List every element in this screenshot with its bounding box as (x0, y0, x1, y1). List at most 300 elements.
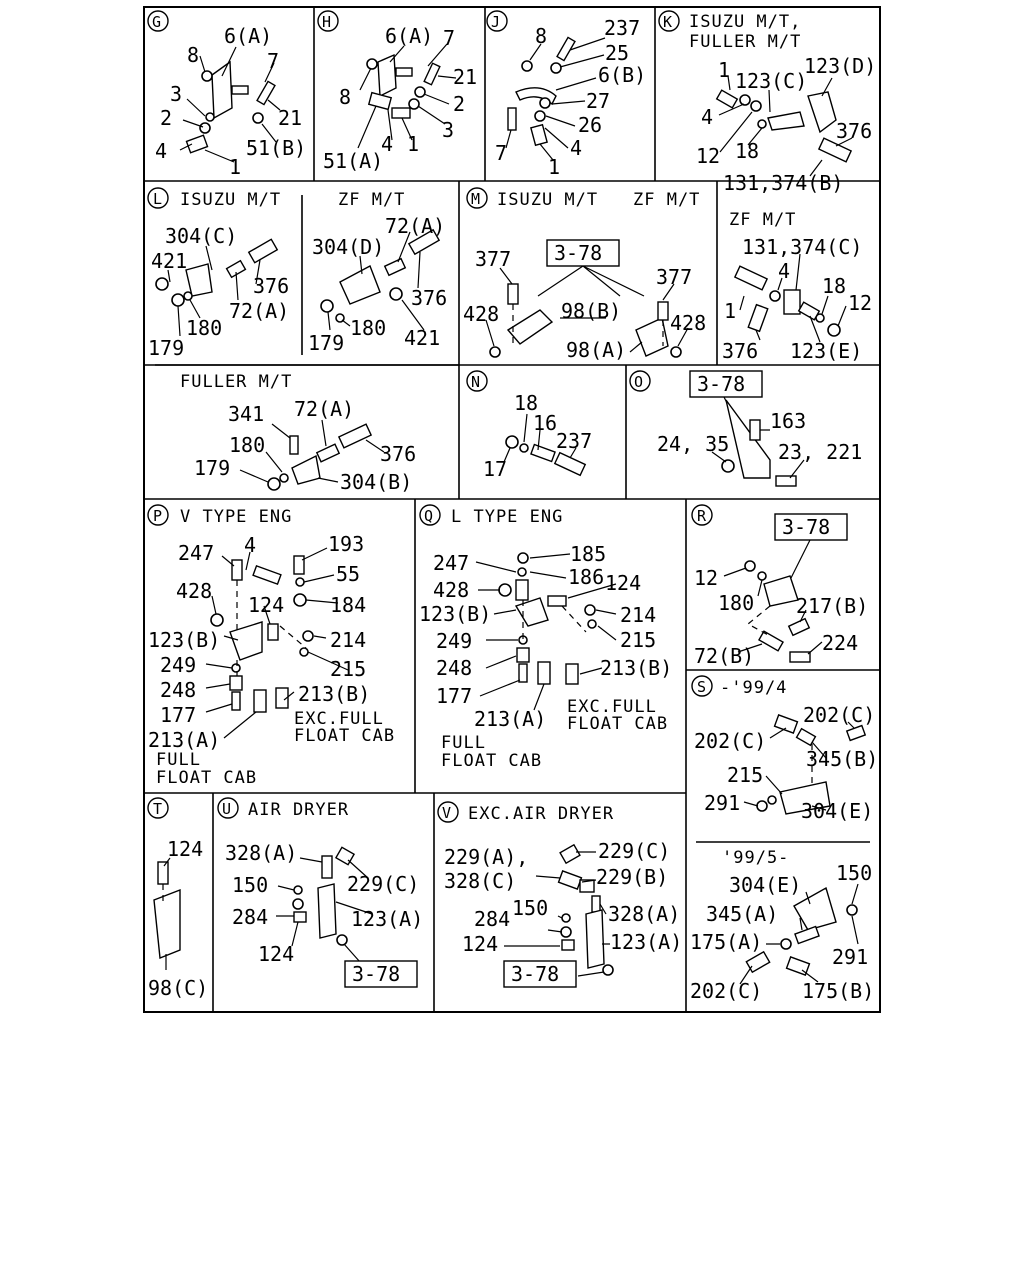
nut (522, 61, 532, 71)
bolt (508, 108, 516, 130)
callout-label: 1 (718, 58, 731, 82)
note: FLOAT CAB (156, 768, 258, 788)
panel-r-letter: R (697, 507, 707, 525)
fitting (424, 63, 440, 85)
callout-label: 421 (151, 249, 188, 273)
fitting (799, 302, 820, 320)
panel-v-letter: V (442, 804, 452, 822)
callout-label: 180 (350, 316, 387, 340)
nut (551, 63, 561, 73)
callout-label: 8 (187, 43, 200, 67)
callout-label: 18 (822, 274, 847, 298)
panel-n (467, 371, 592, 481)
note: FULL (156, 750, 201, 770)
valve (254, 690, 266, 712)
callout-label: 229(B) (596, 865, 669, 889)
connector (735, 266, 767, 290)
washer (768, 796, 776, 804)
callout-label: 179 (194, 456, 231, 480)
nut (390, 288, 402, 300)
callout-label: 237 (604, 16, 641, 40)
callout-label: 213(A) (474, 707, 547, 731)
callout-label: 7 (495, 141, 508, 165)
bracket (508, 310, 552, 344)
callout-label: 249 (160, 653, 197, 677)
panel-g (148, 11, 306, 179)
callout-label: 4 (778, 259, 791, 283)
panel-h-letter: H (322, 13, 332, 31)
bolt (776, 476, 796, 486)
fitting (759, 631, 783, 651)
callout-label: 224 (822, 631, 859, 655)
nut (303, 631, 313, 641)
panel-title: V TYPE ENG (180, 507, 293, 527)
callout-label: 123(E) (790, 339, 863, 363)
callout-label: 304(E) (729, 873, 802, 897)
bolt (562, 940, 574, 950)
callout-label: 229(A), (444, 845, 529, 869)
bracket (318, 884, 336, 938)
nut (722, 460, 734, 472)
nut (499, 584, 511, 596)
callout-label: 2 (453, 92, 466, 116)
fitting (789, 619, 810, 636)
valve (538, 662, 550, 684)
callout-label: 123(B) (419, 602, 492, 626)
nut (781, 939, 791, 949)
bolt (748, 305, 767, 332)
fitting (257, 81, 275, 104)
washer (520, 444, 528, 452)
nut (200, 123, 210, 133)
callout-label: 98(C) (148, 976, 209, 1000)
nut (268, 478, 280, 490)
callout-label: 328(C) (444, 869, 517, 893)
callout-label: 123(A) (351, 907, 424, 931)
panel-title: ISUZU M/T (180, 190, 282, 210)
callout-label: 24, 35 (657, 432, 730, 456)
fitting (385, 259, 406, 276)
nut (202, 71, 212, 81)
callout-label: 179 (308, 331, 345, 355)
fitting (592, 896, 600, 912)
nut (751, 101, 761, 111)
connector (790, 652, 810, 662)
callout-label: 304(B) (340, 470, 413, 494)
bolt (294, 556, 304, 574)
callout-label: 150 (836, 861, 873, 885)
callout-label: 124 (605, 571, 642, 595)
callout-label: 428 (176, 579, 213, 603)
callout-label: 304(E) (801, 799, 874, 823)
nut (847, 905, 857, 915)
callout-label: 177 (436, 684, 473, 708)
bolt (658, 302, 668, 320)
panel-u (218, 798, 423, 987)
callout-label: 229(C) (598, 839, 671, 863)
callout-label: 1 (548, 155, 561, 179)
washer (588, 620, 596, 628)
panel-k (659, 11, 876, 195)
callout-label: 213(B) (298, 682, 371, 706)
callout-label: 175(A) (690, 930, 763, 954)
callout-label: 21 (278, 106, 303, 130)
callout-label: 123(A) (610, 930, 683, 954)
panel-t-letter: T (153, 800, 163, 818)
ref-label: 3-78 (697, 372, 746, 396)
callout-label: 6(A) (224, 24, 273, 48)
callout-label: 72(A) (229, 299, 290, 323)
callout-label: 72(A) (294, 397, 355, 421)
washer (280, 474, 288, 482)
panel-v (438, 802, 682, 987)
panel-fuller (180, 372, 416, 494)
washer (758, 120, 766, 128)
nut (415, 87, 425, 97)
bracket (808, 92, 836, 132)
callout-label: 377 (656, 265, 693, 289)
bolt (268, 624, 278, 640)
nut (506, 436, 518, 448)
ref-label: 3-78 (782, 515, 831, 539)
panel-g-letter: G (152, 13, 162, 31)
nut (490, 347, 500, 357)
callout-label: 3 (170, 82, 183, 106)
ref-label: 3-78 (511, 962, 560, 986)
callout-label: 4 (381, 132, 394, 156)
callout-label: 18 (514, 391, 539, 415)
panel-p (148, 505, 395, 788)
note: FLOAT CAB (441, 751, 543, 771)
nut (757, 801, 767, 811)
callout-label: 328(A) (225, 841, 298, 865)
washer (758, 572, 766, 580)
note: EXC.FULL (567, 697, 657, 717)
panel-o (630, 371, 862, 486)
callout-label: 180 (718, 591, 755, 615)
bracket (768, 112, 804, 130)
callout-label: 304(C) (165, 224, 238, 248)
nut (337, 935, 347, 945)
panel-u-letter: U (222, 800, 232, 818)
note: FLOAT CAB (294, 726, 396, 746)
callout-label: 185 (570, 542, 607, 566)
connector (253, 566, 281, 584)
washer (300, 648, 308, 656)
callout-label: 123(C) (735, 69, 808, 93)
callout-label: 377 (475, 247, 512, 271)
bolt (548, 596, 566, 606)
washer (540, 98, 550, 108)
callout-label: 229(C) (347, 872, 420, 896)
nut (770, 291, 780, 301)
panel-s (690, 676, 878, 1003)
bolt (294, 912, 306, 922)
callout-label: 202(C) (803, 703, 876, 727)
callout-label: 217(B) (796, 594, 869, 618)
panel-title: AIR DRYER (248, 800, 350, 820)
panel-q (419, 505, 672, 771)
panel-title: ISUZU M/T, (689, 12, 802, 32)
callout-label: 72(B) (694, 644, 755, 668)
connector (336, 847, 354, 864)
nut (172, 294, 184, 306)
callout-label: 4 (701, 105, 714, 129)
callout-label: 213(B) (600, 656, 673, 680)
ref-label: 3-78 (352, 962, 401, 986)
connector (369, 93, 391, 110)
nut (294, 594, 306, 606)
connector (560, 845, 580, 863)
nut (156, 278, 168, 290)
callout-label: 21 (453, 65, 478, 89)
bolt (396, 68, 412, 76)
ref-label: 3-78 (554, 241, 603, 265)
nut (535, 111, 545, 121)
callout-label: 150 (232, 873, 269, 897)
fitting (516, 580, 528, 600)
bracket (212, 62, 232, 118)
fitting (847, 726, 865, 741)
callout-label: 376 (836, 119, 873, 143)
callout-label: 163 (770, 409, 807, 433)
panel-title: FULLER M/T (689, 32, 802, 52)
nut (745, 561, 755, 571)
valve (566, 664, 578, 684)
washer (184, 292, 192, 300)
panel-p-letter: P (153, 507, 163, 525)
callout-label: 284 (232, 905, 269, 929)
callout-label: 184 (330, 593, 367, 617)
callout-label: 51(A) (323, 149, 384, 173)
bracket (586, 910, 604, 968)
fitting (795, 927, 819, 944)
connector (775, 715, 798, 733)
connector (339, 424, 371, 448)
nut (561, 927, 571, 937)
note: FULL (441, 733, 486, 753)
fitting (317, 444, 339, 462)
callout-label: 215 (330, 657, 367, 681)
nut (211, 614, 223, 626)
callout-label: 291 (832, 945, 869, 969)
panel-j (487, 11, 646, 179)
panel-l (148, 188, 447, 360)
note: FLOAT CAB (567, 714, 669, 734)
nut (671, 347, 681, 357)
callout-label: 376 (253, 274, 290, 298)
panel-o-letter: O (634, 373, 644, 391)
callout-label: 7 (443, 26, 456, 50)
panel-title: ZF M/T (729, 210, 797, 230)
note: EXC.FULL (294, 709, 384, 729)
callout-label: 27 (586, 89, 611, 113)
callout-label: 202(C) (690, 979, 763, 1003)
nut (603, 965, 613, 975)
washer (206, 113, 214, 121)
connector (392, 108, 410, 118)
callout-label: 284 (474, 907, 511, 931)
callout-label: 124 (462, 932, 499, 956)
callout-label: 23, 221 (778, 440, 863, 464)
callout-label: 8 (535, 24, 548, 48)
callout-label: 291 (704, 791, 741, 815)
callout-label: 180 (229, 433, 266, 457)
panel-l-letter: L (153, 190, 163, 208)
nut (253, 113, 263, 123)
bracket (230, 622, 262, 660)
fitting (230, 676, 242, 690)
callout-label: 123(D) (804, 54, 877, 78)
connector (555, 453, 585, 476)
panel-s-letter: S (697, 678, 707, 696)
callout-label: 17 (483, 457, 508, 481)
nut (321, 300, 333, 312)
callout-label: 98(A) (566, 338, 627, 362)
panel-q-letter: Q (424, 507, 434, 525)
callout-label: 2 (160, 106, 173, 130)
callout-label: 4 (570, 136, 583, 160)
bolt (290, 436, 298, 454)
callout-label: 247 (178, 541, 215, 565)
bracket (186, 264, 212, 296)
callout-label: 214 (330, 628, 367, 652)
connector (249, 239, 278, 262)
callout-label: 345(A) (706, 902, 779, 926)
callout-label: 51(B) (246, 136, 307, 160)
callout-label: 328(A) (608, 902, 681, 926)
callout-label: 16 (533, 411, 558, 435)
fitting (784, 290, 800, 314)
fitting (322, 856, 332, 878)
callout-label: 180 (186, 316, 223, 340)
callout-label: 421 (404, 326, 441, 350)
callout-label: 193 (328, 532, 365, 556)
callout-label: 4 (155, 139, 168, 163)
callout-label: 249 (436, 629, 473, 653)
fitting (232, 560, 242, 580)
panel-title: ISUZU M/T (497, 190, 599, 210)
panel-m-letter: M (471, 190, 481, 208)
callout-label: 26 (578, 113, 603, 137)
callout-label: 124 (258, 942, 295, 966)
callout-label: 6(B) (598, 63, 647, 87)
washer (294, 886, 302, 894)
panel-zf-right (722, 210, 872, 363)
callout-label: 1 (229, 155, 242, 179)
bracket (764, 576, 798, 606)
callout-label: 98(B) (561, 299, 622, 323)
panel-j-letter: J (491, 13, 501, 31)
callout-label: 345(B) (806, 747, 879, 771)
washer (232, 664, 240, 672)
callout-label: 175(B) (802, 979, 875, 1003)
panel-subtitle: '99/5- (722, 848, 790, 868)
nut (740, 95, 750, 105)
bolt (232, 692, 240, 710)
callout-label: 1 (724, 299, 737, 323)
callout-label: 341 (228, 402, 265, 426)
callout-label: 214 (620, 603, 657, 627)
washer (562, 914, 570, 922)
callout-label: 72(A) (385, 214, 446, 238)
panel-title: ZF M/T (633, 190, 701, 210)
callout-label: 7 (267, 49, 280, 73)
bolt (232, 86, 248, 94)
panel-h (318, 11, 477, 173)
callout-label: 4 (244, 533, 257, 557)
connector (559, 871, 582, 889)
callout-label: 215 (620, 628, 657, 652)
callout-label: 18 (735, 139, 760, 163)
callout-label: 3 (442, 118, 455, 142)
bolt (750, 420, 760, 440)
callout-label: 150 (512, 896, 549, 920)
callout-label: 202(C) (694, 729, 767, 753)
callout-label: 304(D) (312, 235, 385, 259)
panel-title: FULLER M/T (180, 372, 293, 392)
callout-label: 248 (160, 678, 197, 702)
panel-title: -'99/4 (720, 678, 788, 698)
bolt (519, 664, 527, 682)
panel-r (692, 505, 868, 668)
callout-label: 124 (248, 593, 285, 617)
bolt (158, 862, 168, 884)
fitting (531, 445, 555, 462)
callout-label: 1 (407, 132, 420, 156)
nut (293, 899, 303, 909)
callout-label: 376 (722, 339, 759, 363)
panel-subtitle: ZF M/T (338, 190, 406, 210)
callout-label: 247 (433, 551, 470, 575)
callout-label: 12 (696, 144, 721, 168)
callout-label: 8 (339, 85, 352, 109)
callout-label: 6(A) (385, 24, 434, 48)
nut (585, 605, 595, 615)
callout-label: 55 (336, 562, 361, 586)
callout-label: 237 (556, 429, 593, 453)
callout-label: 215 (727, 763, 764, 787)
callout-label: 428 (433, 578, 470, 602)
bracket (154, 890, 180, 958)
panel-t (148, 798, 208, 1000)
callout-label: 376 (380, 442, 417, 466)
bracket (292, 456, 320, 484)
callout-label: 123(B) (148, 628, 221, 652)
callout-label: 213(A) (148, 728, 221, 752)
nut (367, 59, 377, 69)
fitting (517, 648, 529, 662)
panel-n-letter: N (471, 373, 481, 391)
bracket (378, 55, 396, 96)
callout-label: 428 (670, 311, 707, 335)
washer (296, 578, 304, 586)
callout-label: 12 (694, 566, 719, 590)
panel-m (463, 188, 706, 362)
bracket (516, 598, 548, 626)
callout-label: 177 (160, 703, 197, 727)
callout-label: 124 (167, 837, 204, 861)
callout-label: 186 (568, 565, 605, 589)
callout-label: 25 (605, 41, 630, 65)
bracket (340, 266, 380, 304)
washer (518, 568, 526, 576)
bolt (508, 284, 518, 304)
callout-label: 428 (463, 302, 500, 326)
connector (531, 125, 547, 145)
nut (518, 553, 528, 563)
callout-label: 131,374(C) (742, 235, 863, 259)
